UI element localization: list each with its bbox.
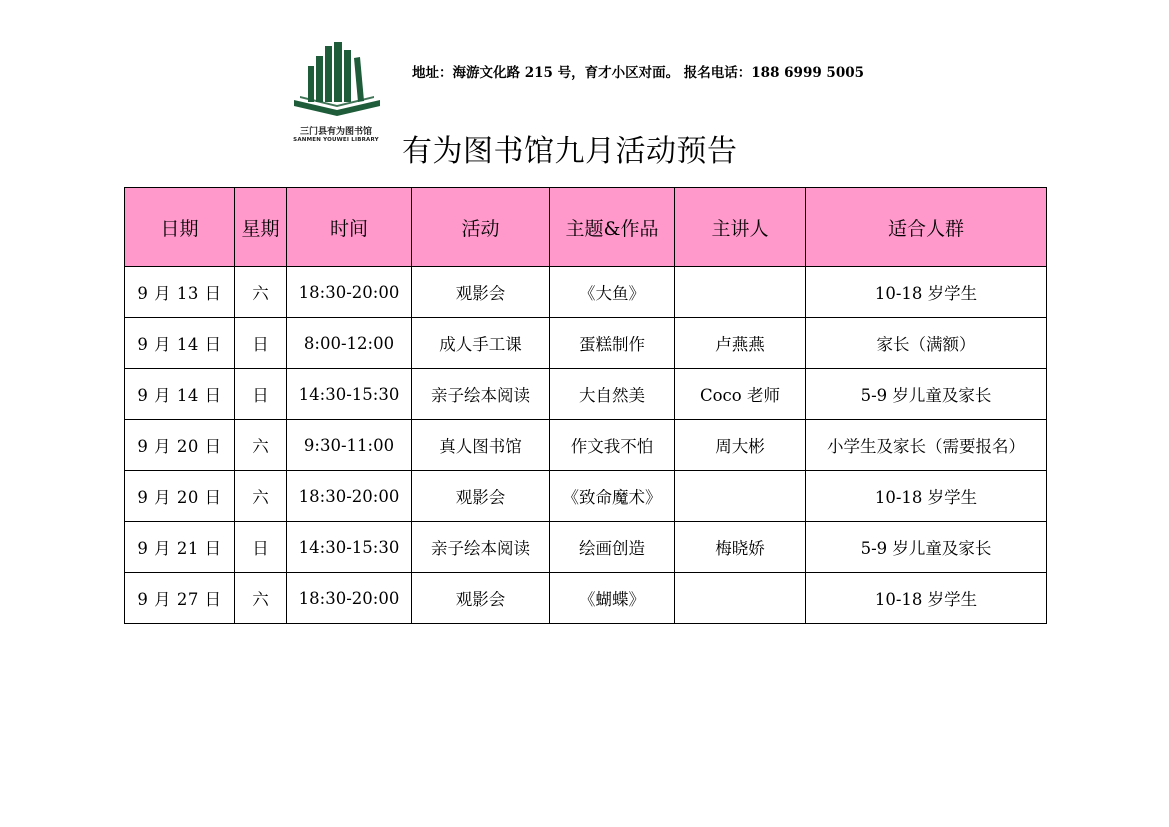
audience-cell: 10-18 岁学生 <box>806 573 1047 624</box>
time-cell: 18:30-20:00 <box>287 573 412 624</box>
speaker-cell: Coco 老师 <box>675 369 806 420</box>
weekday-cell: 日 <box>235 369 287 420</box>
logo-english-name: SANMEN YOUWEI LIBRARY <box>293 137 379 143</box>
weekday-cell: 六 <box>235 420 287 471</box>
speaker-cell <box>675 267 806 318</box>
column-header-activity: 活动 <box>412 188 550 267</box>
speaker-cell <box>675 573 806 624</box>
theme-cell: 《蝴蝶》 <box>550 573 675 624</box>
theme-cell: 作文我不怕 <box>550 420 675 471</box>
activity-cell: 成人手工课 <box>412 318 550 369</box>
library-logo <box>288 40 386 148</box>
table-row <box>125 420 1047 471</box>
theme-cell: 《致命魔术》 <box>550 471 675 522</box>
time-cell: 8:00-12:00 <box>287 318 412 369</box>
speaker-cell <box>675 471 806 522</box>
activity-cell: 亲子绘本阅读 <box>412 369 550 420</box>
page-title: 有为图书馆九月活动预告 <box>402 134 738 169</box>
time-cell: 14:30-15:30 <box>287 369 412 420</box>
weekday-cell: 六 <box>235 471 287 522</box>
theme-cell: 蛋糕制作 <box>550 318 675 369</box>
weekday-cell: 六 <box>235 573 287 624</box>
speaker-cell: 周大彬 <box>675 420 806 471</box>
audience-cell: 5-9 岁儿童及家长 <box>806 369 1047 420</box>
activity-cell: 亲子绘本阅读 <box>412 522 550 573</box>
date-cell: 9 月 14 日 <box>125 369 235 420</box>
library-books-icon <box>290 40 384 122</box>
table-row <box>125 267 1047 318</box>
time-cell: 9:30-11:00 <box>287 420 412 471</box>
weekday-cell: 六 <box>235 267 287 318</box>
address-and-phone: 地址：海游文化路 215 号，育才小区对面。 报名电话：188 6999 5005 <box>412 65 865 81</box>
theme-cell: 大自然美 <box>550 369 675 420</box>
date-cell: 9 月 20 日 <box>125 471 235 522</box>
activity-schedule-table <box>124 187 1047 624</box>
table-row <box>125 471 1047 522</box>
column-header-weekday: 星期 <box>235 188 287 267</box>
table-header-row <box>125 188 1047 267</box>
time-cell: 14:30-15:30 <box>287 522 412 573</box>
date-cell: 9 月 20 日 <box>125 420 235 471</box>
activity-cell: 观影会 <box>412 573 550 624</box>
audience-cell: 10-18 岁学生 <box>806 267 1047 318</box>
date-cell: 9 月 27 日 <box>125 573 235 624</box>
theme-cell: 《大鱼》 <box>550 267 675 318</box>
activity-cell: 真人图书馆 <box>412 420 550 471</box>
date-cell: 9 月 21 日 <box>125 522 235 573</box>
weekday-cell: 日 <box>235 522 287 573</box>
table-row <box>125 522 1047 573</box>
table-row <box>125 573 1047 624</box>
activity-cell: 观影会 <box>412 471 550 522</box>
audience-cell: 5-9 岁儿童及家长 <box>806 522 1047 573</box>
time-cell: 18:30-20:00 <box>287 267 412 318</box>
audience-cell: 小学生及家长（需要报名） <box>806 420 1047 471</box>
table-row <box>125 369 1047 420</box>
column-header-time: 时间 <box>287 188 412 267</box>
audience-cell: 10-18 岁学生 <box>806 471 1047 522</box>
logo-chinese-name: 三门县有为图书馆 <box>299 127 372 137</box>
table-row <box>125 318 1047 369</box>
theme-cell: 绘画创造 <box>550 522 675 573</box>
date-cell: 9 月 14 日 <box>125 318 235 369</box>
speaker-cell: 卢燕燕 <box>675 318 806 369</box>
time-cell: 18:30-20:00 <box>287 471 412 522</box>
column-header-date: 日期 <box>125 188 235 267</box>
column-header-speaker: 主讲人 <box>675 188 806 267</box>
speaker-cell: 梅晓娇 <box>675 522 806 573</box>
audience-cell: 家长（满额） <box>806 318 1047 369</box>
column-header-theme: 主题&作品 <box>550 188 675 267</box>
weekday-cell: 日 <box>235 318 287 369</box>
column-header-audience: 适合人群 <box>806 188 1047 267</box>
date-cell: 9 月 13 日 <box>125 267 235 318</box>
activity-cell: 观影会 <box>412 267 550 318</box>
